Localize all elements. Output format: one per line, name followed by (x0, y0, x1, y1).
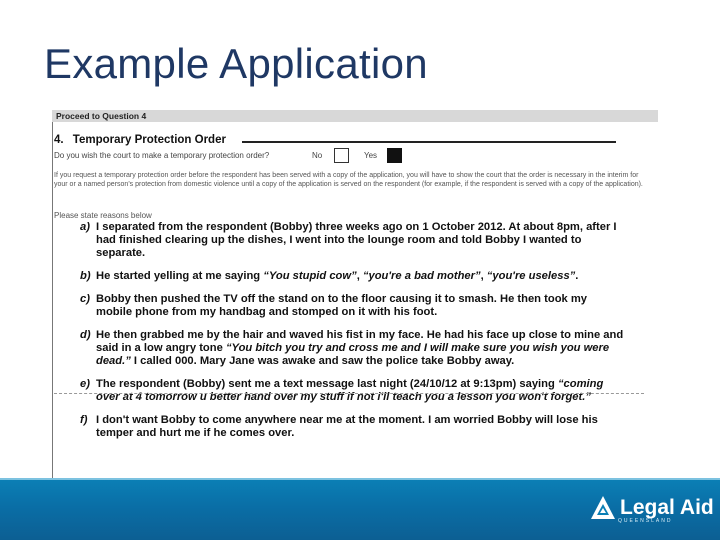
entry-text (96, 329, 625, 368)
entry-quote: “you're a bad mother” (362, 270, 481, 282)
legal-aid-triangle-icon (590, 495, 616, 521)
entry-text-part: He started yelling at me saying (96, 270, 264, 282)
entry-text-part: , (480, 270, 487, 282)
statement-entry-a (80, 221, 625, 260)
entry-letter: b) (80, 270, 91, 282)
entry-text: I separated from the respondent (Bobby) three weeks ago on 1 October 2012. At about 8pm, after I had finished clearing up the dishes, I went into the lounge room and told Bobby I wanted to separate. (96, 221, 617, 259)
logo-text: Legal Aid (620, 496, 714, 519)
statement-entry-f (80, 414, 625, 440)
question-number: 4. (54, 134, 64, 146)
entry-text-part: . (575, 270, 579, 282)
statement-entry-c (80, 293, 625, 319)
details-label: Please state reasons below (54, 211, 152, 220)
entry-text-part: , (356, 270, 363, 282)
entry-text: I don't want Bobby to come anywhere near me at the moment. I am worried Bobby will lose his temper and hurt me if he comes over. (96, 414, 598, 439)
entry-quote: “You bitch you try and cross me and I will make sure you wish you were dead.” (96, 342, 610, 367)
question-title-rule (242, 141, 616, 143)
entry-quote: “you're useless” (486, 270, 576, 282)
page-break-divider (54, 393, 644, 394)
entry-text (96, 270, 625, 283)
form-left-rule (52, 122, 53, 478)
entry-letter: f) (80, 414, 88, 426)
yes-label: Yes (364, 151, 378, 160)
entry-letter: c) (80, 293, 90, 305)
entry-letter: d) (80, 329, 91, 341)
entry-quote: “coming over at 4 tomorrow u better hand over my stuff if not i'll teach you a lesson you won't forget.” (96, 378, 604, 403)
statement-entry-e (80, 378, 625, 404)
statement-entry-b (80, 270, 625, 283)
entry-letter: e) (80, 378, 90, 390)
instructions-text: If you request a temporary protection order before the respondent has been served with a copy of the application, you will have to show the court that the order is necessary in the interim for your or a named person's protection from domestic violence until a copy of the application is served on the respondent (for example, if the respondent is served with a copy of the application). (54, 172, 643, 188)
entry-text-part: I called 000. Mary Jane was awake and saw the police take Bobby away. (130, 355, 515, 367)
entry-text-part: He then grabbed me by the hair and waved his fist in my face. He had his face up close to mine and said in a low angry tone (96, 329, 624, 354)
application-form-image (44, 108, 662, 478)
entry-text-part: The respondent (Bobby) sent me a text message last night (24/10/12 at 9:13pm) saying (96, 378, 558, 390)
no-label: No (312, 151, 323, 160)
slide-title: Example Application (44, 40, 428, 87)
entry-text: Bobby then pushed the TV off the stand on to the floor causing it to smash. He then took my mobile phone from my handbag and stomped on it with his foot. (96, 293, 588, 318)
question-header (54, 134, 226, 146)
yes-checkbox[interactable] (387, 148, 402, 163)
proceed-bar: Proceed to Question 4 (52, 110, 658, 122)
entry-letter: a) (80, 221, 90, 233)
no-checkbox[interactable] (334, 148, 349, 163)
entry-text (96, 378, 625, 404)
question-text: Do you wish the court to make a temporary protection order? (54, 151, 270, 160)
entry-quote: “You stupid cow” (263, 270, 357, 282)
question-title: Temporary Protection Order (72, 134, 226, 146)
logo-subtext: QUEENSLAND (618, 518, 673, 524)
statement-entries (80, 221, 625, 450)
statement-entry-d (80, 329, 625, 368)
